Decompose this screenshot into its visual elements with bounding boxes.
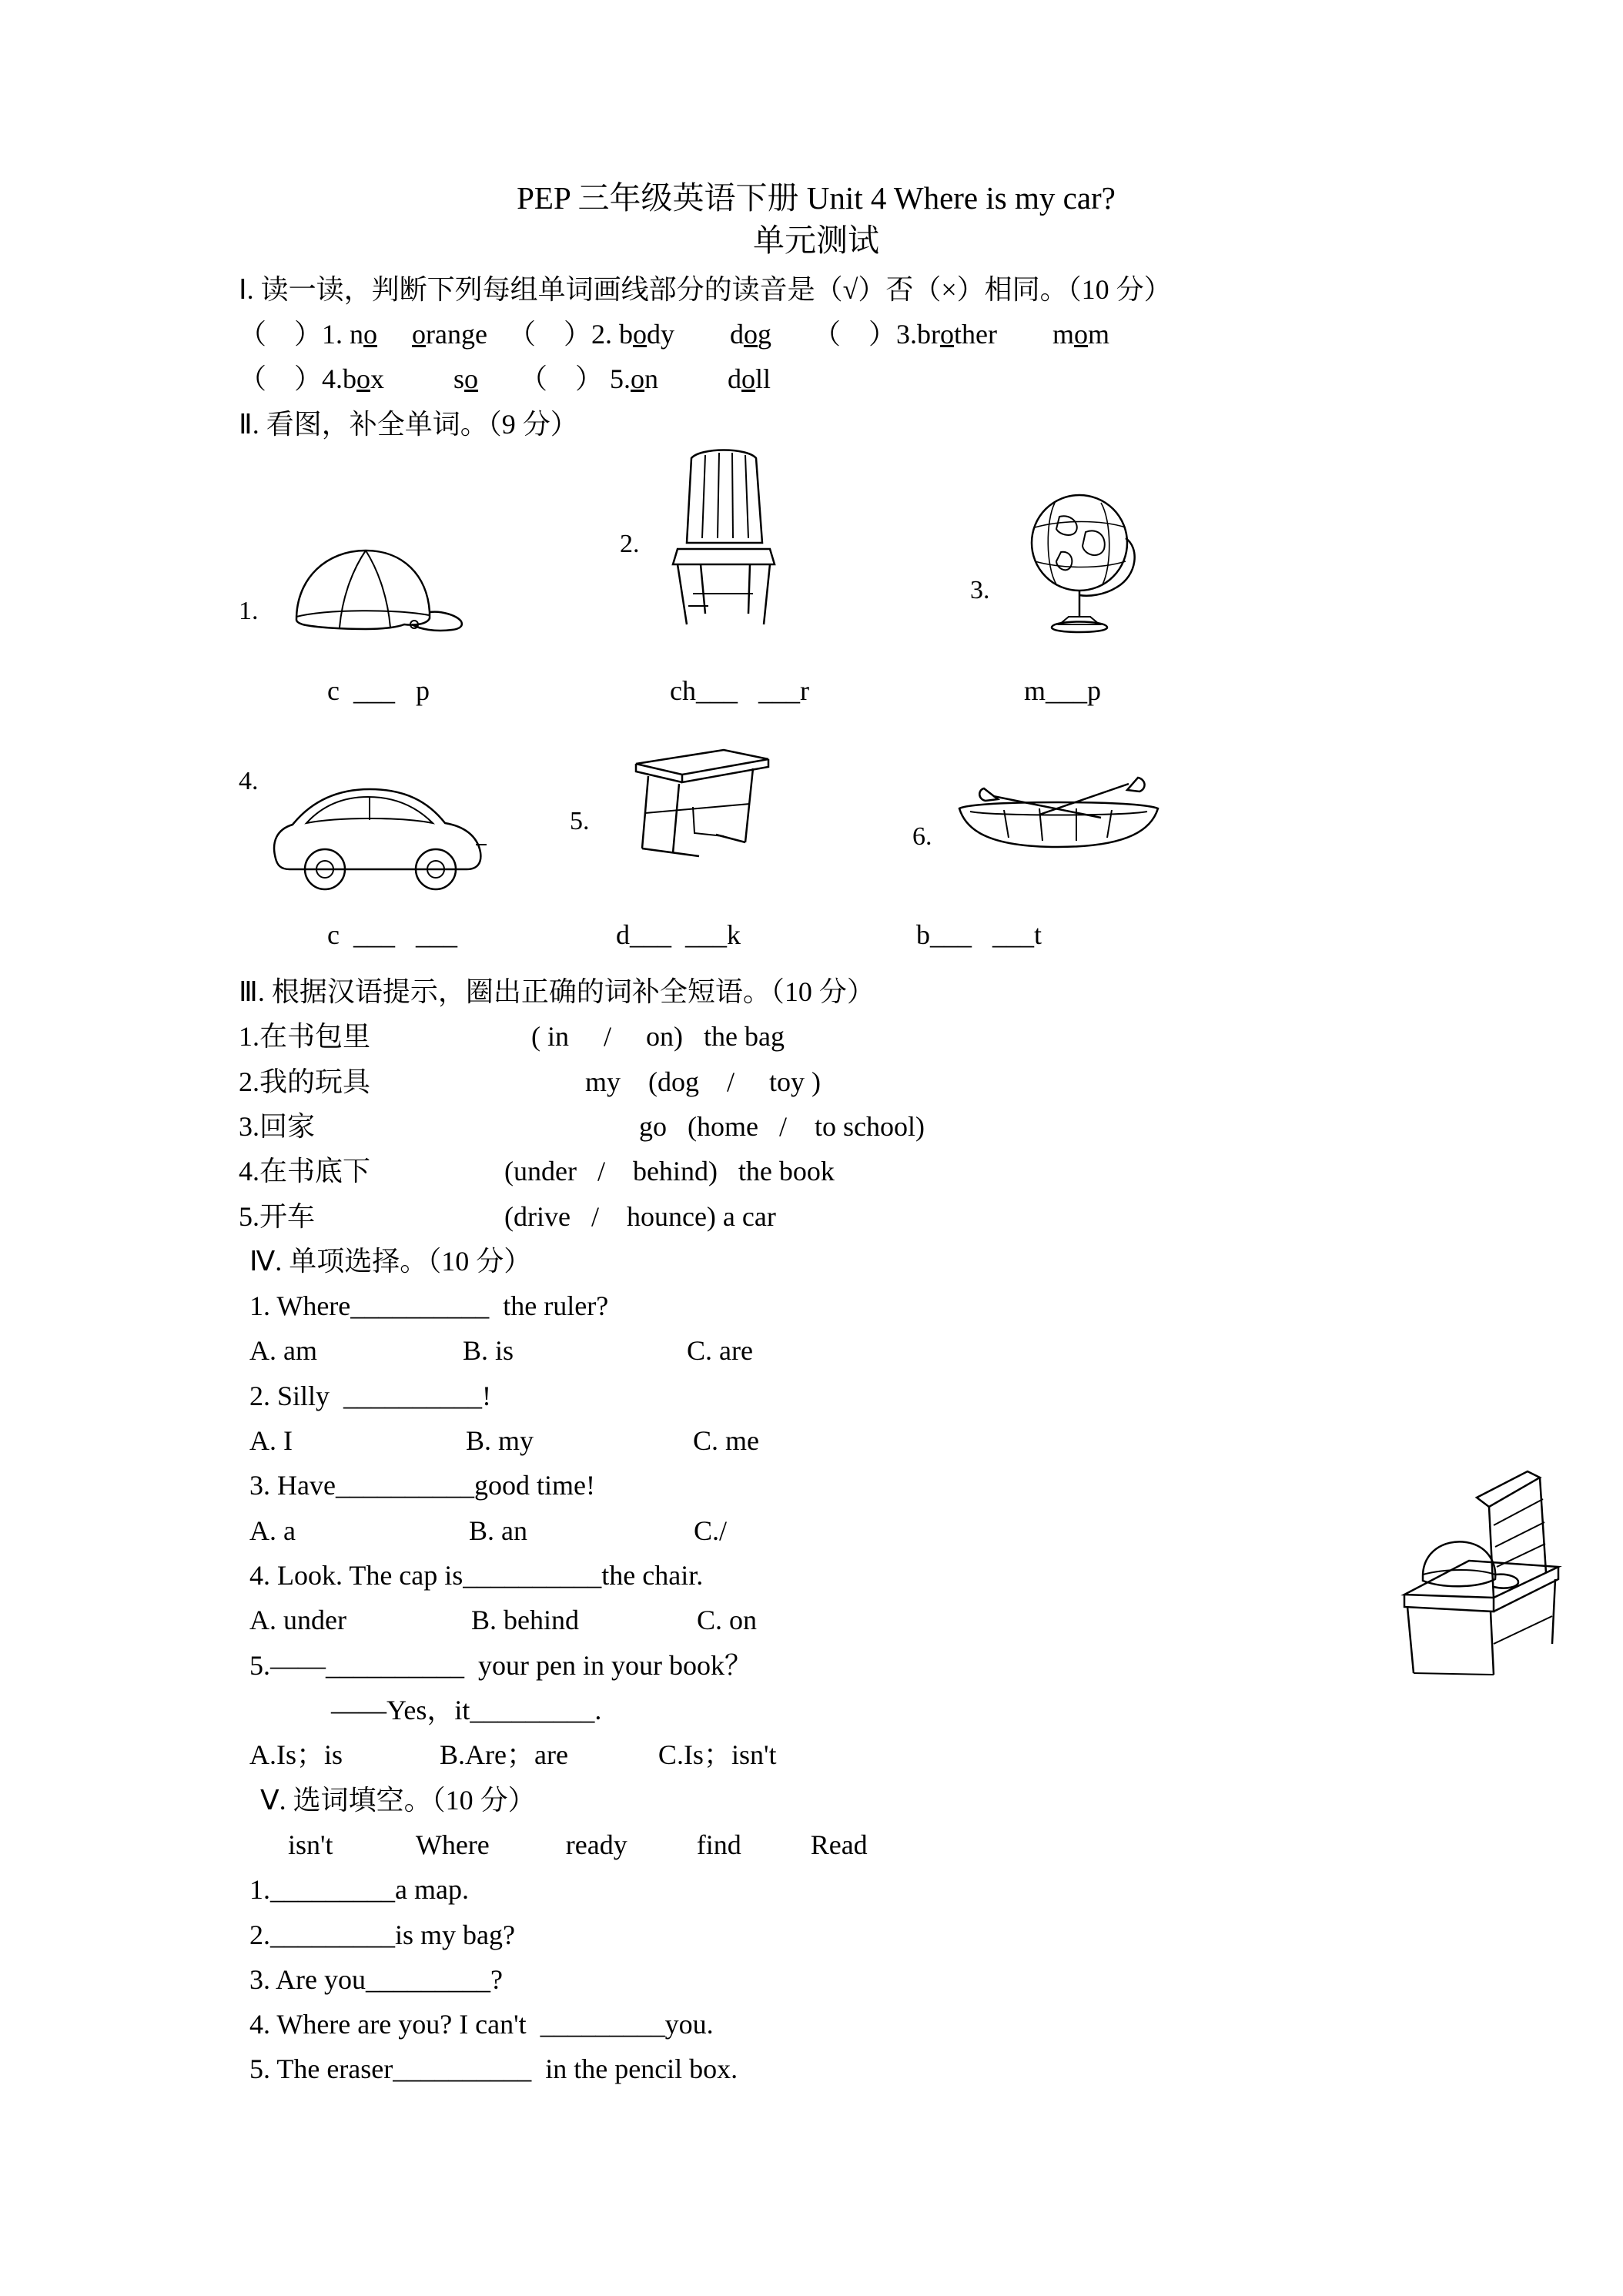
picture-number-2: 2. [620,529,640,558]
q4-options[interactable]: A. under B. behind C. on [249,1605,757,1636]
picture-answer-row-2 [239,919,1394,963]
car-icon [262,778,493,894]
s1-item-2: （ ）2. body dog [507,319,771,350]
picture-number-5: 5. [570,806,590,835]
word-bank[interactable]: isn't Where ready find Read [288,1829,868,1860]
picture-row-1 [239,462,1394,670]
q3-options[interactable]: A. a B. an C./ [249,1514,727,1546]
q1-stem[interactable]: 1. Where__________ the ruler? [249,1290,609,1322]
section-1-heading: Ⅰ. 读一读，判断下列每组单词画线部分的读音是（√）否（×）相同。（10 分） [239,273,1172,305]
section-4-heading: Ⅳ. 单项选择。（10 分） [249,1245,532,1277]
answer-blank-5[interactable]: d___ ___k [616,919,741,950]
s1-item-3: （ ）3.brother mom [812,319,1109,350]
q2-options[interactable]: A. I B. my C. me [249,1425,759,1457]
q1-options[interactable]: A. am B. is C. are [249,1335,753,1367]
s5-item-2[interactable]: 2._________is my bag? [249,1919,515,1950]
section-3-item-5 [239,1194,1394,1239]
s1-item-1: （ ）1. no orange [239,319,487,350]
s3-en-2[interactable]: my (dog / toy ) [585,1066,821,1097]
picture-exercise-area [239,462,1394,963]
picture-answer-row-1 [239,674,1394,719]
page-subtitle: 单元测试 [753,223,879,259]
answer-blank-6[interactable]: b___ ___t [916,919,1042,950]
section-3-item-4 [239,1149,1394,1193]
s3-cn-3: 3.回家 [239,1110,316,1142]
section-3-item-1 [239,1014,1394,1059]
section-1-row-2 [239,356,1394,401]
q5-options[interactable]: A.Is；is B.Are；are C.Is；isn't [249,1739,777,1771]
desk-icon [608,730,778,869]
s5-item-5[interactable]: 5. The eraser__________ in the pencil box. [249,2053,738,2085]
answer-blank-3[interactable]: m___p [1024,674,1102,706]
s1-item-4: （ ）4.box so [239,363,479,395]
cap-on-chair-icon [1377,1451,1600,1682]
picture-number-3: 3. [970,575,990,604]
s3-en-4[interactable]: (under / behind) the book [504,1156,835,1187]
answer-blank-4[interactable]: c ___ ___ [327,919,457,950]
s3-cn-5: 5.开车 [239,1200,316,1232]
answer-blank-1[interactable]: c ___ p [327,674,430,706]
s5-item-1[interactable]: 1._________a map. [249,1874,469,1906]
q3-stem[interactable]: 3. Have__________good time! [249,1470,595,1501]
s3-en-5[interactable]: (drive / hounce) a car [504,1200,776,1232]
q2-stem[interactable]: 2. Silly __________! [249,1380,492,1411]
page-title: PEP 三年级英语下册 Unit 4 Where is my car? [517,180,1116,216]
s3-cn-2: 2.我的玩具 [239,1066,371,1097]
s3-cn-4: 4.在书底下 [239,1156,371,1187]
q5-stem[interactable]: 5.——__________ your pen in your book？ [249,1649,752,1681]
picture-number-6: 6. [912,822,932,851]
section-5-heading: Ⅴ. 选词填空。（10 分） [260,1784,536,1816]
s3-cn-1: 1.在书包里 [239,1021,371,1053]
section-1-row-1 [239,312,1394,356]
boat-icon [947,773,1170,873]
s5-item-3[interactable]: 3. Are you_________? [249,1963,503,1995]
s5-item-4[interactable]: 4. Where are you? I can't _________you. [249,2009,714,2040]
globe-icon [1009,481,1155,647]
picture-number-1: 1. [239,596,259,625]
section-3-heading: Ⅲ. 根据汉语提示，圈出正确的词补全短语。（10 分） [239,976,875,1007]
chair-icon [654,443,801,643]
cap-icon [273,535,466,643]
worksheet-content [239,177,1394,2092]
answer-blank-2[interactable]: ch___ ___r [670,674,809,706]
q5-stem-2[interactable]: ——Yes，it_________. [331,1694,602,1725]
s3-en-3[interactable]: go (home / to school) [639,1110,925,1142]
picture-row-2 [239,736,1394,917]
q4-stem[interactable]: 4. Look. The cap is__________the chair. [249,1560,704,1591]
section-3-item-2 [239,1059,1394,1104]
picture-number-4: 4. [239,766,259,795]
s1-item-5: （ ） 5.on doll [520,363,771,395]
section-3-item-3 [239,1104,1394,1149]
s3-en-1[interactable]: ( in / on) the bag [531,1021,785,1053]
section-2-heading: Ⅱ. 看图，补全单词。（9 分） [239,408,578,440]
